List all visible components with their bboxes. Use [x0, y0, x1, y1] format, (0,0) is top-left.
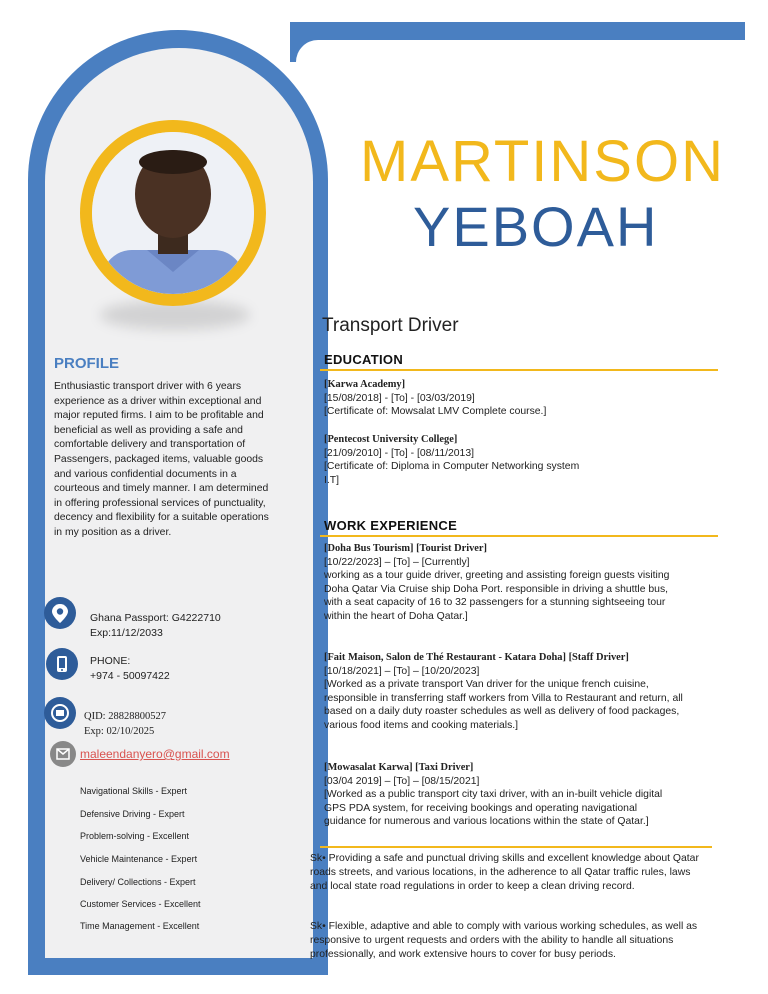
- skill-item: Problem-solving - Excellent: [80, 831, 190, 841]
- education-desc: [Certificate of: Diploma in Computer Networking system I.T]: [324, 461, 580, 486]
- work-dates: [10/22/2023] – [To] – [Currently]: [324, 556, 470, 568]
- skill-item: Navigational Skills - Expert: [80, 786, 188, 796]
- skill-item: Defensive Driving - Expert: [80, 809, 185, 819]
- education-dates: [15/08/2018] - [To] - [03/03/2019]: [324, 392, 475, 404]
- work-org: [Doha Bus Tourism] [Tourist Driver]: [324, 543, 487, 554]
- work-desc: [Worked as a private transport Van driver for the unique french cuisine, responsible in transferring staff workers from Villa to Restaurant and return, all based on a daily duty roaster schedules as well as delivery of food packages, various food items and cooking materials.]: [324, 679, 683, 731]
- skill-item: Vehicle Maintenance - Expert: [80, 854, 198, 864]
- work-org: [Fait Maison, Salon de Thé Restaurant - Katara Doha] [Staff Driver]: [324, 652, 629, 663]
- skill-item: Customer Services - Excellent: [80, 899, 201, 909]
- education-entry: [324, 378, 699, 419]
- education-entry: [324, 433, 594, 487]
- work-bottom-rule: [320, 846, 712, 848]
- profile-text: Enthusiastic transport driver with 6 years experience as a driver within exceptional and major reputed firms. I aim to be profitable and beneficial as well as providing a safe and comfortable delivery and transportation of Passengers, packaged items, valuable goods and various confidential documents in a courteous and timely manner. I am determined in offering professional services of punctuality, decency and flexibility for a suitable operations in my position as a driver.: [54, 381, 269, 538]
- education-org: [Karwa Academy]: [324, 379, 406, 390]
- work-entry: [324, 651, 694, 733]
- phone-icon: [46, 648, 78, 680]
- qid-number: QID: 28828800527: [84, 711, 166, 722]
- profile-photo: [92, 132, 254, 294]
- first-name: MARTINSON: [360, 129, 725, 194]
- summary-paragraph: Sk• Providing a safe and punctual driving skills and excellent knowledge about Qatar roads streets, and various locations, in the adherence to all Qatar traffic rules, laws and local state road regulations in order to keep a clean driving record.: [310, 853, 699, 892]
- skill-item: Time Management - Excellent: [80, 921, 200, 931]
- mail-icon: [50, 741, 76, 767]
- email-link[interactable]: maleendanyero@gmail.com: [80, 747, 230, 761]
- top-frame-inner: [296, 40, 745, 62]
- work-heading: WORK EXPERIENCE: [324, 518, 458, 533]
- phone-number[interactable]: +974 - 50097422: [90, 670, 170, 682]
- id-card-icon: [44, 697, 76, 729]
- education-heading: EDUCATION: [324, 352, 404, 367]
- work-dates: [03/04 2019] – [To] – [08/15/2021]: [324, 775, 480, 787]
- education-org: [Pentecost University College]: [324, 434, 458, 445]
- work-entry: [324, 761, 674, 829]
- last-name: YEBOAH: [413, 195, 659, 258]
- work-org: [Mowasalat Karwa] [Taxi Driver]: [324, 762, 474, 773]
- person-avatar-icon: [92, 132, 254, 294]
- passport-number: Ghana Passport: G4222710: [90, 612, 221, 624]
- work-entry: [324, 542, 689, 624]
- work-rule: [320, 535, 718, 537]
- phone-label: PHONE:: [90, 655, 131, 667]
- passport-expiry: Exp:11/12/2033: [90, 627, 163, 639]
- education-desc: [Certificate of: Mowsalat LMV Complete course.]: [324, 406, 547, 418]
- job-title: Transport Driver: [322, 315, 459, 336]
- work-desc: working as a tour guide driver, greeting and assisting foreign guests visiting Doha Qatar Via Cruise ship Doha Port. responsible in driving a shuttle bus, with a seat capacity of 16 to 32 passengers for a stunning sightseeing tour within the heart of Doha Qatar.]: [324, 570, 670, 622]
- work-desc: [Worked as a public transport city taxi driver, with an in-built vehicle digital GPS PDA system, for receiving bookings and operating navigational guidance for numerous and various locations within the state of Qatar.]: [324, 789, 663, 828]
- skill-item: Delivery/ Collections - Expert: [80, 877, 196, 887]
- profile-heading: PROFILE: [54, 355, 120, 372]
- qid-expiry: Exp: 02/10/2025: [84, 726, 155, 737]
- education-dates: [21/09/2010] - [To] - [08/11/2013]: [324, 447, 474, 459]
- work-dates: [10/18/2021] – [To] – [10/20/2023]: [324, 665, 480, 677]
- location-pin-icon: [44, 597, 76, 629]
- summary-paragraph: Sk• Flexible, adaptive and able to comply with various working schedules, as well as responsive to urgent requests and orders with the ability to handle all situations professionally, and work extensive hours to cover for busy periods.: [310, 921, 698, 960]
- education-rule: [320, 369, 718, 371]
